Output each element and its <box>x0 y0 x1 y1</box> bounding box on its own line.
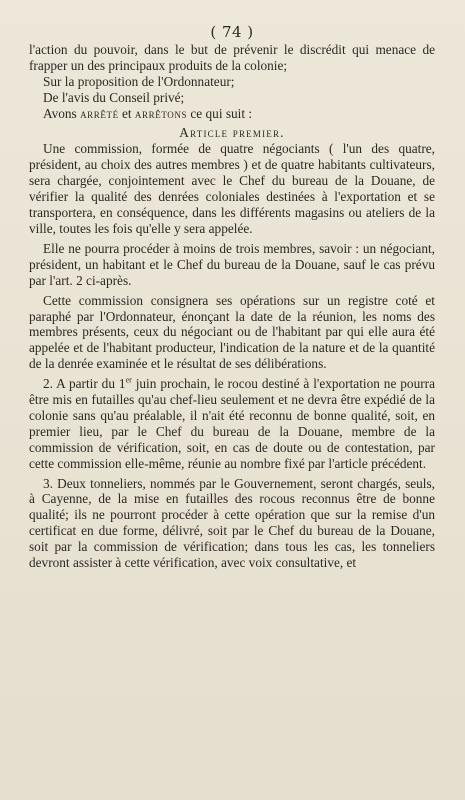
article-2-text-rest: juin prochain, le rocou destiné à l'exportation ne pourra être mis en futailles qu'au chef-lieu seulement et ne devra être expédié de la colonie sans qu'au préalable, il n'ait été reconnu de bonne qualité, soit, en premier lieu, par le Chef du bureau de la Douane, membre de la commission de vérification, soit, en cas de doute ou de contestation, par cette commission elle-même, réunie au nombre fixé par l'article précédent. <box>29 376 435 471</box>
article-2-text-start: 2. A partir du 1 <box>43 376 126 392</box>
paragraph-avis: De l'avis du Conseil privé; <box>43 89 185 105</box>
enacting-text-1: Avons <box>43 105 81 121</box>
page-number: ( 74 ) <box>210 23 254 41</box>
paragraph-article-1: Une commission, formée de quatre négociants ( l'un des quatre, président, au choix des autres membres ) et de quatre habitants cultivateurs, sera chargée, conjointement avec le Chef du bureau de la Douane, de vérifier la qualité des denrées coloniales destinées à l'exportation et se transportera, en conséquence, dans les différents magasins ou ateliers de la ville, toutes les fois qu'elle y sera appelée. <box>29 141 435 236</box>
paragraph-article-3: 3. Deux tonneliers, nommés par le Gouvernement, seront chargés, seuls, à Cayenne, de la mise en futailles des rocous reconnus être de bonne qualité; ils ne pourront procéder à cette opération que sur la remise d'un certificat en due forme, délivré, soit par le Chef du bureau de la Douane, soit par la commission de vérification; dans tous les cas, les tonneliers devront assister à cette vérification, avec voix consultative, et <box>29 475 435 571</box>
paragraph-preamble: l'action du pouvoir, dans le but de prévenir le discrédit qui menace de frapper un des principaux produits de la colonie; <box>29 42 435 73</box>
paragraph-proposition: Sur la proposition de l'Ordonnateur; <box>43 73 235 89</box>
enacting-arrete: arrêté <box>80 105 119 121</box>
paragraph-register: Cette commission consignera ses opérations sur un registre coté et paraphé par l'Ordonnateur, énonçant la date de la réunion, les noms des membres présents, ceux du négociant ou de l'habitant par qui elle aura été appelée et de l'habitant producteur, l'indication de la nature et de la quantité de la denrée examinée et le résultat de ses délibérations. <box>29 292 435 372</box>
enacting-text-2: et <box>118 105 135 121</box>
page-body <box>29 42 435 571</box>
paragraph-enacting-clause <box>29 106 435 122</box>
article-heading: Article premier. <box>179 124 285 140</box>
enacting-arretons: arrêtons <box>134 105 188 121</box>
paragraph-article-2 <box>29 376 435 471</box>
paragraph-quorum: Elle ne pourra procéder à moins de trois membres, savoir : un négociant, président, un habitant et le Chef du bureau de la Douane, sauf le cas prévu par l'art. 2 ci-après. <box>29 240 435 288</box>
enacting-text-3: ce qui suit : <box>187 105 253 121</box>
ordinal-superscript: er <box>125 375 132 385</box>
